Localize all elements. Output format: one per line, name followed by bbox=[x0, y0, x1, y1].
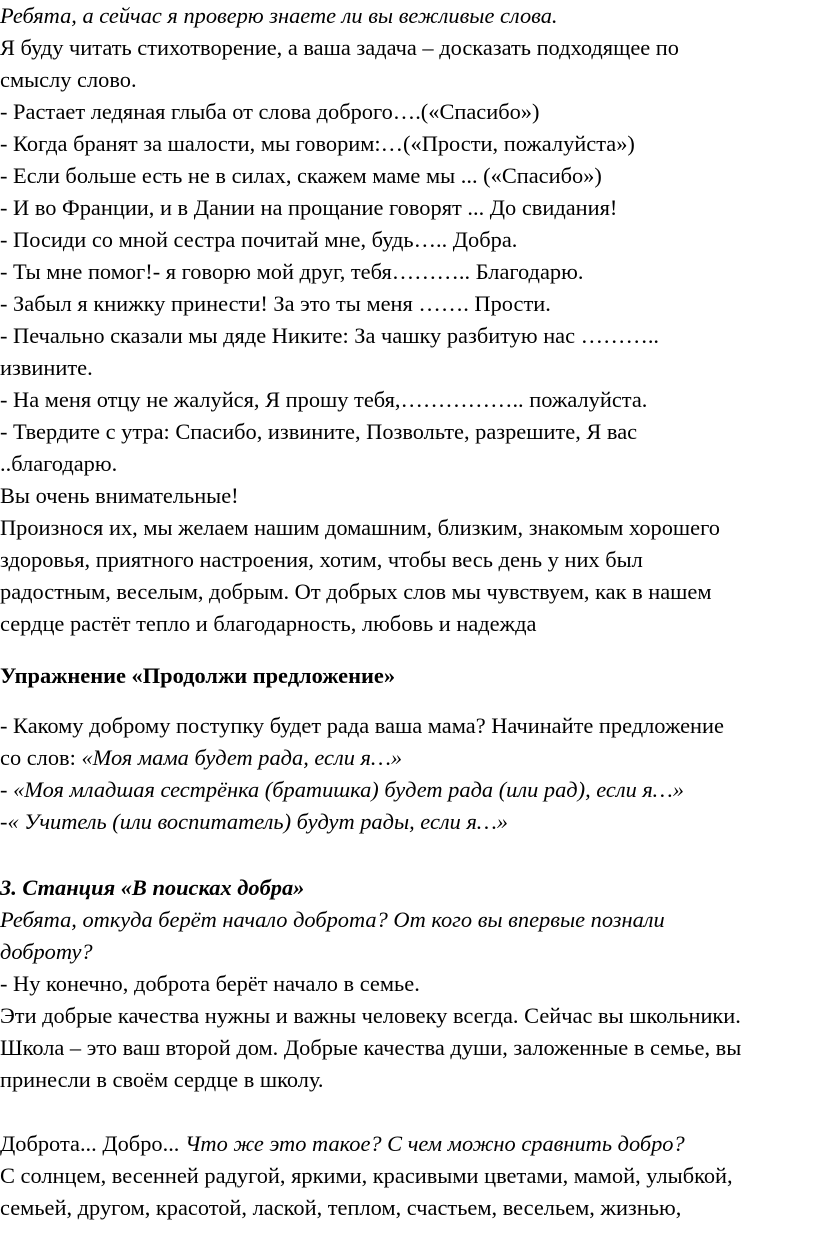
exercise-question-1b bbox=[0, 742, 402, 774]
exercise-question-1: - Какому доброму поступку будет рада ваша мама? Начинайте предложение bbox=[0, 713, 724, 738]
poem-line: - Если больше есть не в силах, скажем маме мы ... («Спасибо») bbox=[0, 163, 602, 188]
station-answer: - Ну конечно, доброта берёт начало в семье. bbox=[0, 971, 420, 996]
poem-line: - Печально сказали мы дяде Никите: За чашку разбитую нас ……….. bbox=[0, 323, 660, 348]
station-final-italic: Что же это такое? С чем можно сравнить добро? bbox=[185, 1131, 685, 1156]
paragraph-line: сердце растёт тепло и благодарность, любовь и надежда bbox=[0, 611, 537, 636]
exercise-q3-plain: - bbox=[0, 809, 8, 834]
station-last-line: семьей, другом, красотой, лаской, теплом, счастьем, весельем, жизнью, bbox=[0, 1195, 682, 1220]
poem-line: - Когда бранят за шалости, мы говорим:…(«Прости, пожалуйста») bbox=[0, 131, 635, 156]
poem-line: извините. bbox=[0, 355, 93, 380]
station-question-2: доброту? bbox=[0, 939, 93, 964]
poem-line: - На меня отцу не жалуйся, Я прошу тебя,…………….. пожалуйста. bbox=[0, 387, 648, 412]
poem-line: - Растает ледяная глыба от слова доброго….(«Спасибо») bbox=[0, 99, 540, 124]
poem-line: - Посиди со мной сестра почитай мне, будь….. Добра. bbox=[0, 227, 518, 252]
poem-line: ..благодарю. bbox=[0, 451, 118, 476]
station-paragraph-line: Эти добрые качества нужны и важны человеку всегда. Сейчас вы школьники. bbox=[0, 1003, 741, 1028]
paragraph-line: Произнося их, мы желаем нашим домашним, близким, знакомым хорошего bbox=[0, 515, 720, 540]
station-question-1: Ребята, откуда берёт начало доброта? От кого вы впервые познали bbox=[0, 907, 665, 932]
exercise-q2-plain: - bbox=[0, 777, 14, 802]
intro-line-1: Ребята, а сейчас я проверю знаете ли вы вежливые слова. bbox=[0, 3, 558, 28]
poem-line: - Твердите с утра: Спасибо, извините, Позвольте, разрешите, Я вас bbox=[0, 419, 638, 444]
poem-line: - И во Франции, и в Дании на прощание говорят ... До свидания! bbox=[0, 195, 618, 220]
poem-line: - Ты мне помог!- я говорю мой друг, тебя……….. Благодарю. bbox=[0, 259, 584, 284]
paragraph-line: здоровья, приятного настроения, хотим, чтобы весь день у них был bbox=[0, 547, 643, 572]
exercise-q1b-plain: со слов: bbox=[0, 745, 82, 770]
station-paragraph-line: принесли в своём сердце в школу. bbox=[0, 1067, 324, 1092]
intro-line-2: Я буду читать стихотворение, а ваша задача – досказать подходящее по bbox=[0, 35, 679, 60]
exercise-q1b-italic: «Моя мама будет рада, если я…» bbox=[81, 745, 403, 770]
station-final-line bbox=[0, 1128, 685, 1160]
paragraph-line: радостным, веселым, добрым. От добрых слов мы чувствуем, как в нашем bbox=[0, 579, 712, 604]
exercise-q2-italic: «Моя младшая сестрёнка (братишка) будет рада (или рад), если я…» bbox=[13, 777, 684, 802]
poem-line: - Забыл я книжку принести! За это ты меня ……. Прости. bbox=[0, 291, 551, 316]
exercise-question-3 bbox=[0, 806, 508, 838]
station-last-line: С солнцем, весенней радугой, яркими, красивыми цветами, мамой, улыбкой, bbox=[0, 1163, 733, 1188]
station-heading: 3. Станция «В поисках добра» bbox=[0, 875, 305, 900]
exercise-question-2 bbox=[0, 774, 684, 806]
exercise-q3-italic: « Учитель (или воспитатель) будут рады, если я…» bbox=[7, 809, 508, 834]
intro-line-3: смыслу слово. bbox=[0, 67, 137, 92]
station-final-plain: Доброта... Добро... bbox=[0, 1131, 185, 1156]
station-paragraph-line: Школа – это ваш второй дом. Добрые качества души, заложенные в семье, вы bbox=[0, 1035, 742, 1060]
poem-line: Вы очень внимательные! bbox=[0, 483, 239, 508]
exercise-heading: Упражнение «Продолжи предложение» bbox=[0, 663, 396, 688]
